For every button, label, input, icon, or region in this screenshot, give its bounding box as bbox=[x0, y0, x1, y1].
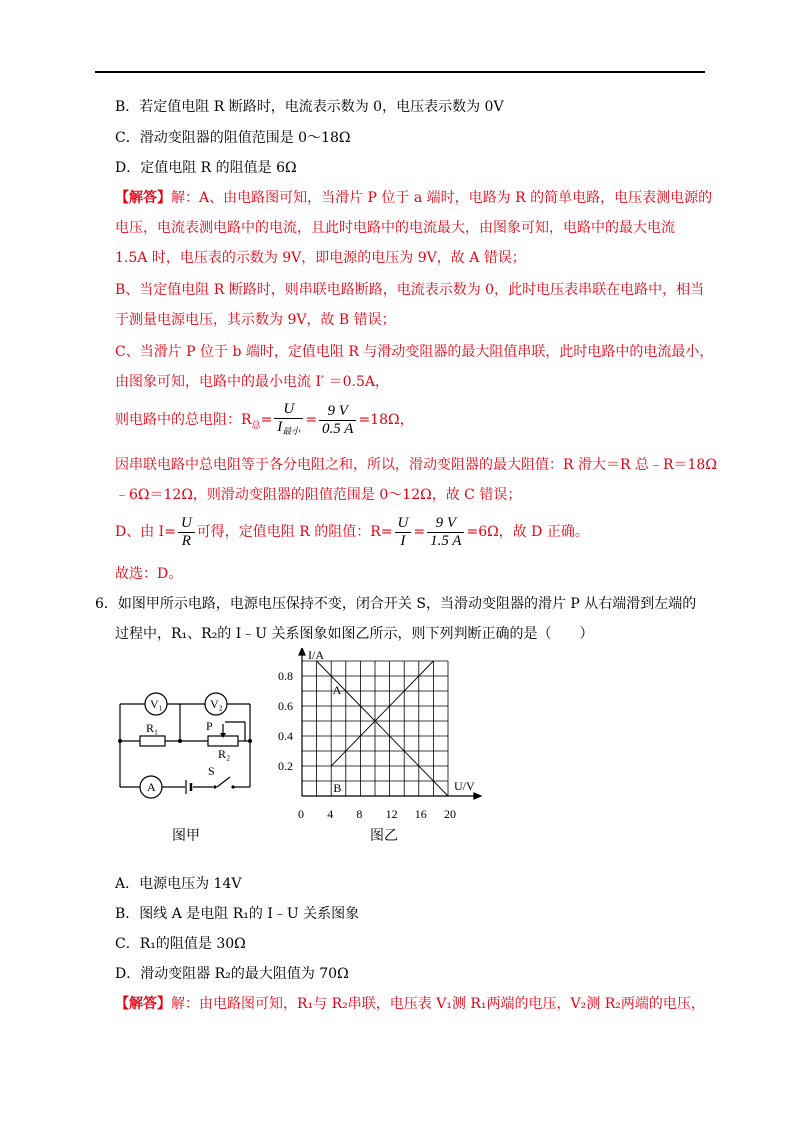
figure-jia-caption: 图甲 bbox=[172, 828, 200, 844]
x-axis-arrow bbox=[474, 793, 481, 799]
fraction-u-over-i bbox=[395, 515, 412, 550]
series-line-B bbox=[331, 661, 433, 766]
x-tick-label: 12 bbox=[385, 807, 398, 821]
fraction-9v-over-15a bbox=[427, 515, 464, 550]
frac-den: R bbox=[178, 532, 195, 550]
q5-answer-line4: B、当定值电阻 R 断路时，则串联电路断路，电流表示数为 0，此时电压表串联在电路中，相当 bbox=[115, 282, 705, 298]
q5-total-resistance-formula: 则电路中的总电阻：$R_总=$ $\frac{U}{I_{最小}}$ = $\frac{9 V}{0.5 A}$ =18Ω， bbox=[115, 398, 414, 448]
y-axis-label: I/A bbox=[308, 648, 324, 662]
q6-stem-line1: 6．如图甲所示电路，电源电压保持不变，闭合开关 S，当滑动变阻器的滑片 P 从右端滑到左端的 bbox=[95, 596, 697, 612]
answer-tag: 【解答】 bbox=[115, 996, 171, 1012]
fraction-u-over-r bbox=[178, 515, 195, 550]
q6-option-b: B．图线 A 是电阻 R₁的 I﹣U 关系图象 bbox=[115, 906, 360, 922]
series-label-B: B bbox=[333, 781, 342, 795]
frac-den-text: I bbox=[277, 418, 283, 435]
y-tick-label: 0.4 bbox=[278, 729, 293, 743]
q5-answer-line3: 1.5A 时，电压表的示数为 9V，即电源的电压为 9V，故 A 错误； bbox=[115, 250, 526, 266]
formula-prefix: 则电路中的总电阻：R bbox=[115, 412, 252, 428]
q5-answer-line5: 于测量电源电压，其示数为 9V，故 B 错误； bbox=[115, 312, 396, 328]
figure-yi-caption: 图乙 bbox=[370, 828, 398, 844]
q5-answer-line10: ﹣6Ω＝12Ω，则滑动变阻器的阻值范围是 0～12Ω，故 C 错误； bbox=[115, 487, 522, 503]
x-tick-label: 20 bbox=[444, 807, 456, 821]
frac-num: 9 V bbox=[327, 402, 348, 419]
q5-answer-line1 bbox=[115, 188, 712, 208]
formula-prefix: D、由 I= bbox=[115, 524, 176, 540]
formula-sub: 总 bbox=[251, 420, 261, 431]
frac-num: 9 V bbox=[435, 514, 456, 531]
q6-option-a: A．电源电压为 14V bbox=[115, 876, 242, 892]
q6-option-d: D．滑动变阻器 R₂的最大阻值为 70Ω bbox=[115, 966, 349, 982]
frac-den-sub: 最小 bbox=[282, 425, 301, 436]
fraction-9v-over-05a bbox=[319, 403, 356, 438]
frac-num: U bbox=[283, 400, 295, 417]
x-tick-label: 0 bbox=[298, 807, 304, 821]
label-s: S bbox=[208, 764, 215, 778]
q5-option-b: B．若定值电阻 R 断路时，电流表示数为 0，电压表示数为 0V bbox=[115, 99, 504, 115]
q5-answer-line7: 由图象可知，电路中的最小电流 I′ ＝0.5A， bbox=[115, 374, 389, 390]
q6-option-c: C．R₁的阻值是 30Ω bbox=[115, 936, 246, 952]
frac-den: 1.5 A bbox=[427, 532, 464, 550]
x-tick-label: 4 bbox=[327, 807, 334, 821]
frac-den: 0.5 A bbox=[319, 420, 356, 438]
y-tick-label: 0.6 bbox=[278, 699, 293, 713]
frac-num: U bbox=[397, 514, 409, 531]
y-axis-arrow bbox=[299, 648, 305, 655]
q5-answer-choice: 故选：D。 bbox=[115, 566, 183, 582]
label-r1: R₁ bbox=[146, 721, 159, 735]
q5-option-c: C．滑动变阻器的阻值范围是 0～18Ω bbox=[115, 130, 351, 146]
x-tick-label: 16 bbox=[414, 807, 427, 821]
answer-tag: 【解答】 bbox=[115, 190, 171, 206]
formula-result: =18Ω， bbox=[358, 412, 414, 428]
q5-answer-line2: 电压，电流表测电路中的电流，且此时电路中的电流最大，由图象可知，电路中的最大电流 bbox=[115, 220, 675, 236]
q6-stem-line2: 过程中，R₁、R₂的 I﹣U 关系图象如图乙所示，则下列判断正确的是（ ） bbox=[115, 626, 594, 642]
series-label-A: A bbox=[332, 683, 342, 697]
answer-text: 解：A、由电路图可知，当滑片 P 位于 a 端时，电路为 R 的简单电路，电压表测电源的 bbox=[171, 190, 713, 206]
frac-den: I bbox=[395, 532, 412, 550]
label-r2: R₂ bbox=[218, 747, 231, 761]
x-tick-label: 8 bbox=[356, 807, 363, 821]
q6-answer-line1 bbox=[115, 994, 705, 1014]
label-v2: V₂ bbox=[210, 697, 223, 711]
circuit-diagram bbox=[110, 684, 260, 804]
frac-den bbox=[274, 418, 303, 440]
q5-resistance-formula: D、由 I= $\frac{U}{R}$ 可得，定值电阻 R 的阻值：R= $\frac{U}{I}$ = $\frac{9 V}{1.5 A}$ =6Ω，故 D 正确。 bbox=[115, 514, 589, 549]
label-v1: V₁ bbox=[150, 697, 163, 711]
y-tick-label: 0.2 bbox=[278, 759, 293, 773]
answer-text: 解：由电路图可知，R₁与 R₂串联，电压表 V₁测 R₁两端的电压，V₂测 R₂两端的电压， bbox=[171, 996, 705, 1012]
label-p: P bbox=[206, 719, 213, 733]
x-axis-label: U/V bbox=[454, 779, 475, 793]
iu-graph bbox=[270, 648, 500, 828]
q5-answer-line9: 因串联电路中总电阻等于各分电阻之和，所以，滑动变阻器的最大阻值：R 滑大＝R 总﹣R＝18Ω bbox=[115, 457, 717, 473]
y-tick-label: 0.8 bbox=[278, 669, 293, 683]
q5-option-d: D．定值电阻 R 的阻值是 6Ω bbox=[115, 160, 297, 176]
formula-result: =6Ω，故 D 正确。 bbox=[466, 524, 589, 540]
label-a: A bbox=[147, 780, 156, 794]
header-rule bbox=[95, 71, 705, 73]
series-line-A bbox=[317, 661, 448, 796]
q5-answer-line6: C、当滑片 P 位于 b 端时，定值电阻 R 与滑动变阻器的最大阻值串联，此时电路中的电流最小， bbox=[115, 344, 714, 360]
formula-mid: 可得，定值电阻 R 的阻值：R= bbox=[196, 524, 393, 540]
fraction-u-over-imin bbox=[274, 401, 303, 440]
frac-num: U bbox=[180, 514, 192, 531]
